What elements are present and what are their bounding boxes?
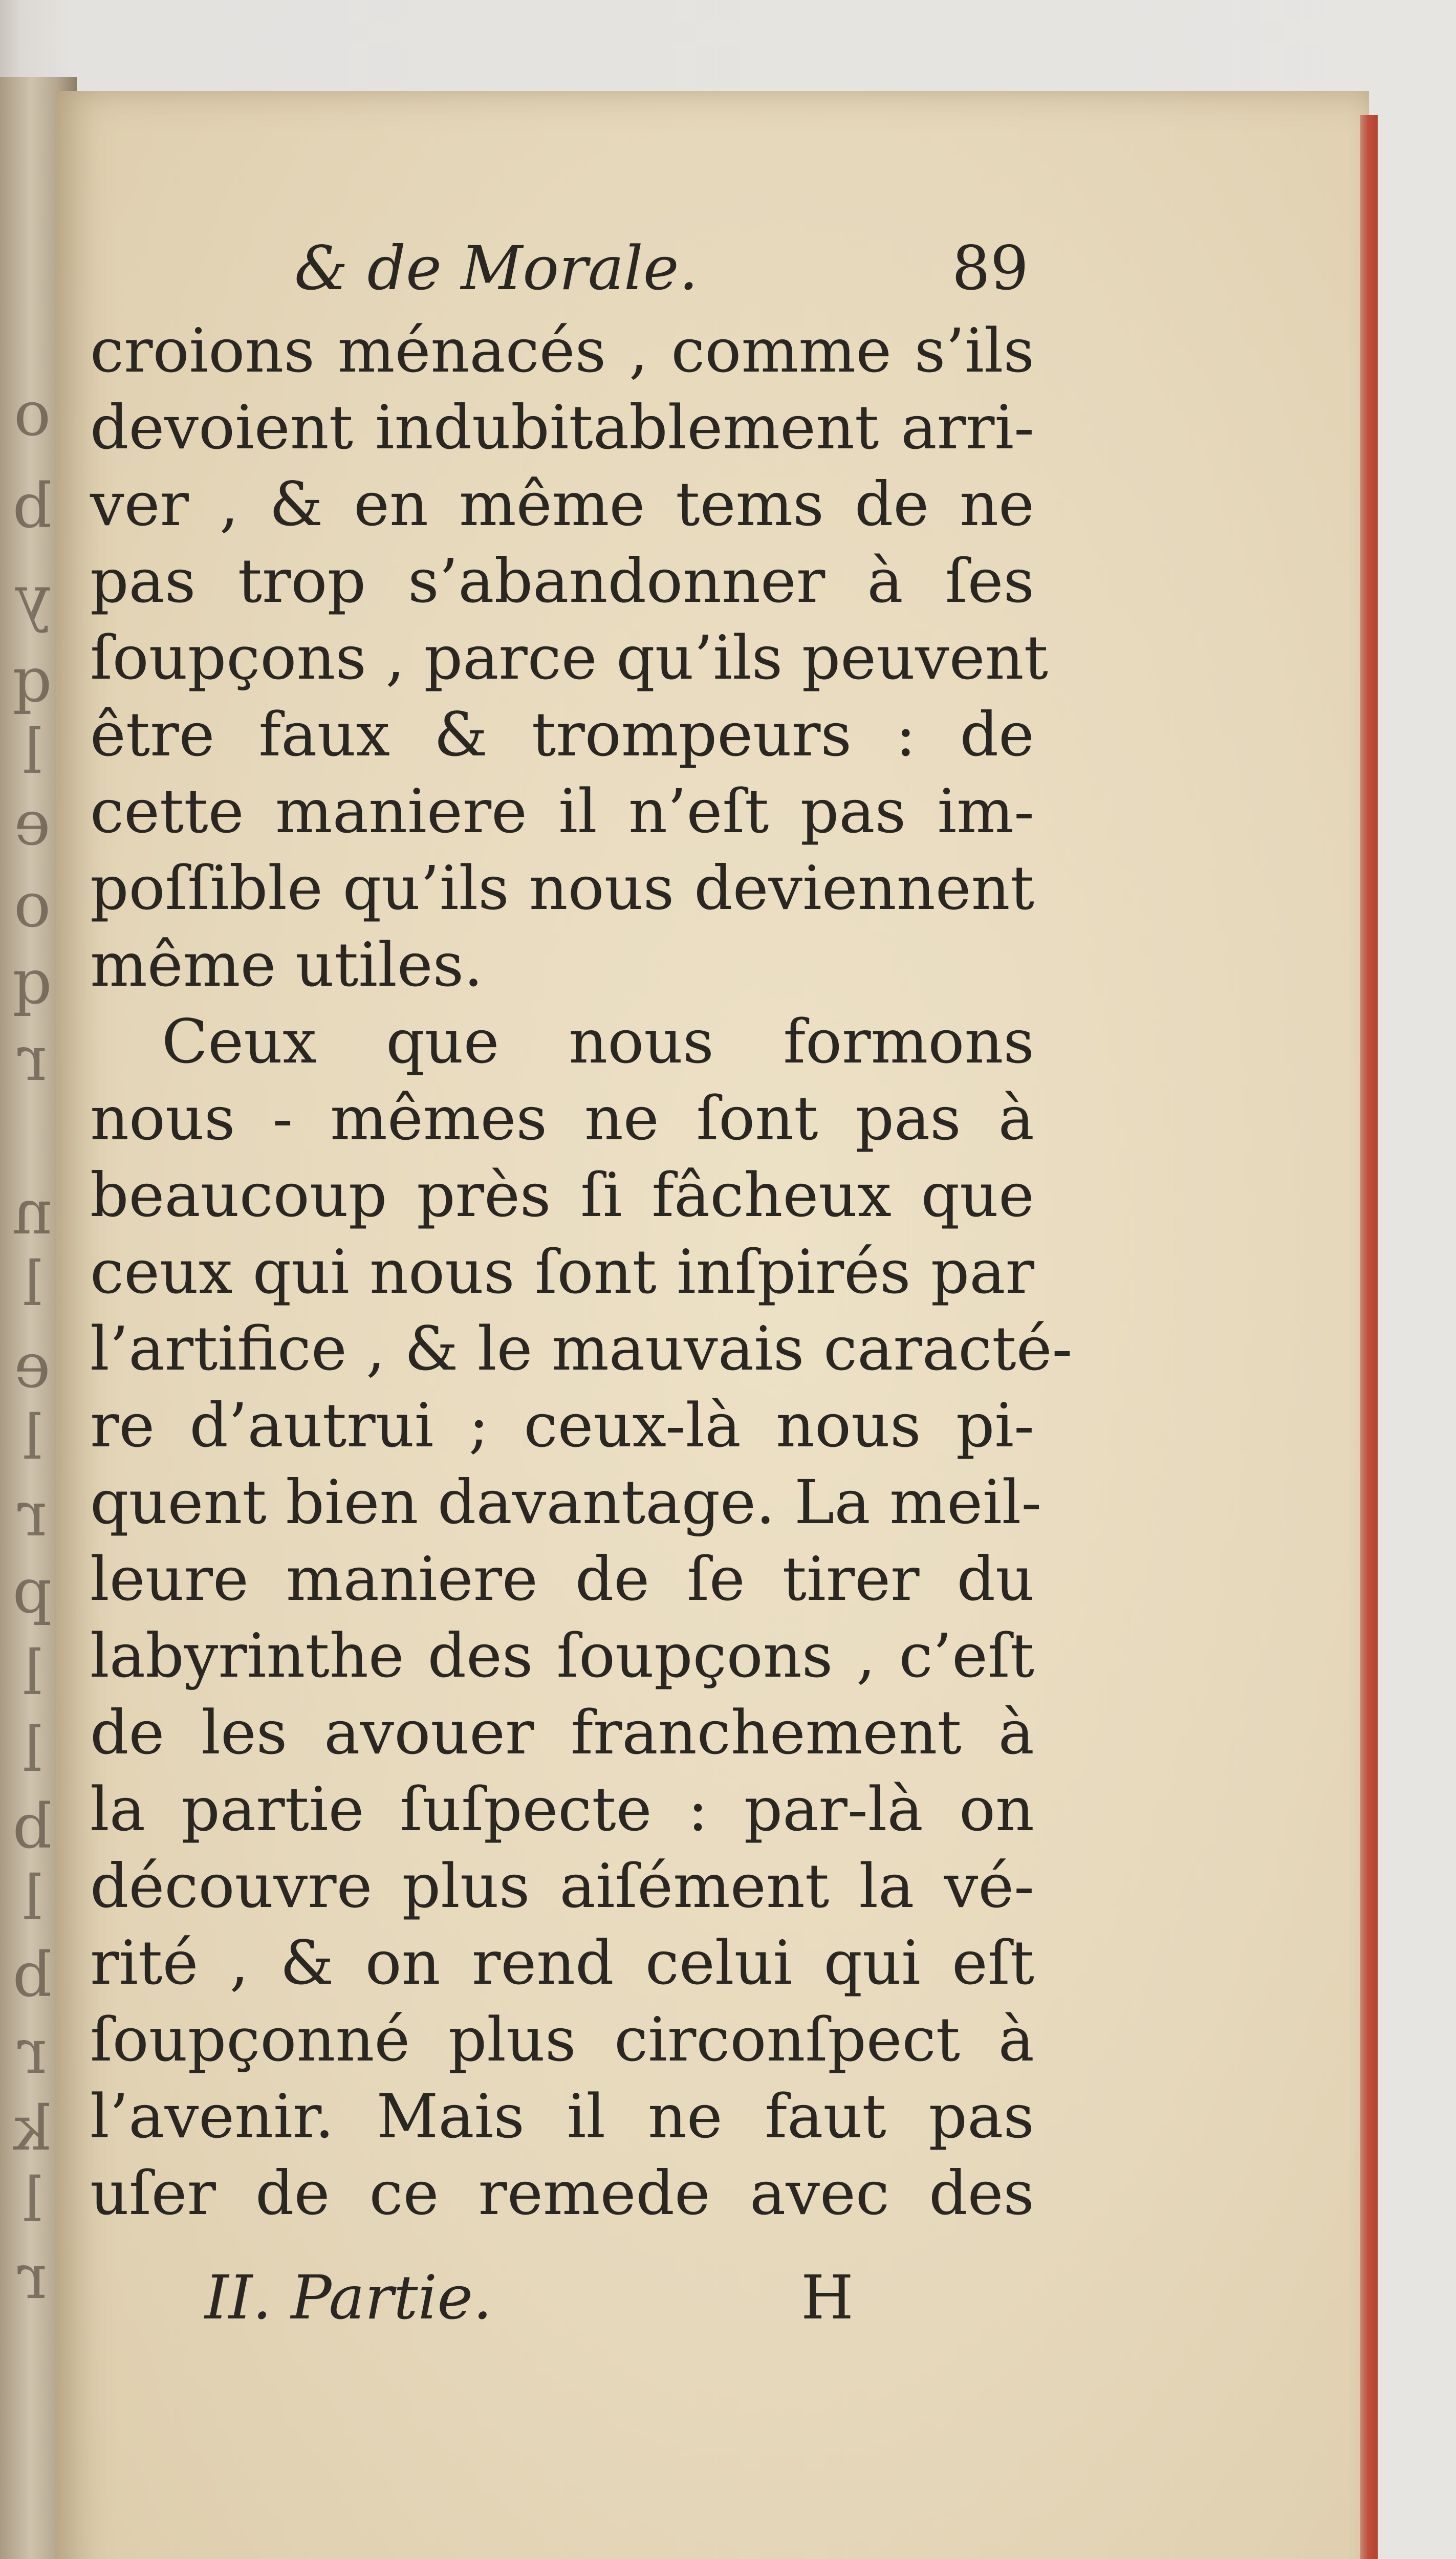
text-line: quent bien davantage. La meil- (90, 1467, 1042, 1537)
bleed-mark: l (22, 1863, 42, 1934)
text-line: pas trop s’abandonner à ſes (90, 546, 1034, 616)
page-number: 89 (951, 233, 1029, 303)
signature-letter: H (801, 2262, 854, 2333)
text-line: de les avouer franchement à (90, 1697, 1034, 1768)
bleed-mark: r (17, 1024, 47, 1095)
bleed-mark: e (14, 788, 51, 859)
bleed-mark: k (13, 2093, 51, 2164)
text-line: Ceux que nous formons (162, 1006, 1034, 1077)
bleed-mark: r (17, 2242, 47, 2313)
bleed-mark: b (12, 471, 52, 542)
text-line: beaucoup près ſi fâcheux que (90, 1160, 1034, 1230)
text-line: croions ménacés , comme s’ils (90, 315, 1034, 386)
text-line: la partie ſuſpecte : par-là on (90, 1774, 1034, 1845)
text-line: poſſible qu’ils nous deviennent (90, 853, 1034, 923)
bleed-mark: n (12, 1177, 52, 1248)
text-line: être faux & trompeurs : de (90, 699, 1034, 770)
bleed-mark: r (17, 1479, 47, 1550)
text-line: ſoupçonné plus circonſpect à (90, 2004, 1034, 2075)
text-line: leure maniere de ſe tirer du (90, 1544, 1034, 1614)
bleed-mark: o (13, 379, 51, 450)
bleed-mark: b (12, 1940, 52, 2011)
text-line: nous - mêmes ne ſont pas à (90, 1083, 1034, 1154)
signature-line (205, 2262, 870, 2334)
running-title: & de Morale. (294, 233, 699, 303)
signature-part: II. Partie. (205, 2262, 492, 2333)
bleed-mark: l (22, 717, 42, 788)
bleed-mark: l (22, 2165, 42, 2236)
text-line: cette maniere il n’eſt pas im- (90, 776, 1034, 847)
bleed-mark: b (12, 1791, 52, 1862)
bleed-mark: q (12, 947, 52, 1018)
red-page-edge (1360, 115, 1378, 2559)
bleed-mark: l (22, 1715, 42, 1786)
bleed-mark: y (15, 563, 50, 634)
text-line: ver , & en même tems de ne (90, 469, 1034, 539)
text-line: ceux qui nous ſont inſpirés par (90, 1237, 1034, 1307)
bleed-mark: q (12, 645, 52, 716)
text-line: labyrinthe des ſoupçons , c’eſt (90, 1620, 1034, 1691)
running-header (294, 233, 1029, 310)
text-line: même utiles. (90, 929, 483, 1000)
bleed-mark: o (13, 870, 51, 941)
text-line: re d’autrui ; ceux-là nous pi- (90, 1390, 1034, 1461)
bleed-mark: e (14, 1331, 51, 1402)
text-line: découvre plus aiſément la vé- (90, 1851, 1034, 1921)
text-line: rité , & on rend celui qui eſt (90, 1927, 1034, 1998)
text-line: l’avenir. Mais il ne faut pas (90, 2081, 1034, 2152)
bleed-mark: r (17, 2016, 47, 2088)
text-line: l’artifice , & le mauvais caracté- (90, 1313, 1073, 1384)
text-line: ſoupçons , parce qu’ils peuvent (90, 622, 1049, 693)
text-line: uſer de ce remede avec des (90, 2158, 1034, 2228)
bleed-mark: p (12, 1556, 52, 1627)
bleed-mark: l (22, 1638, 42, 1709)
bleed-mark: l (22, 1402, 42, 1473)
bleed-mark: l (22, 1249, 42, 1320)
text-line: devoient indubitablement arri- (90, 392, 1034, 463)
